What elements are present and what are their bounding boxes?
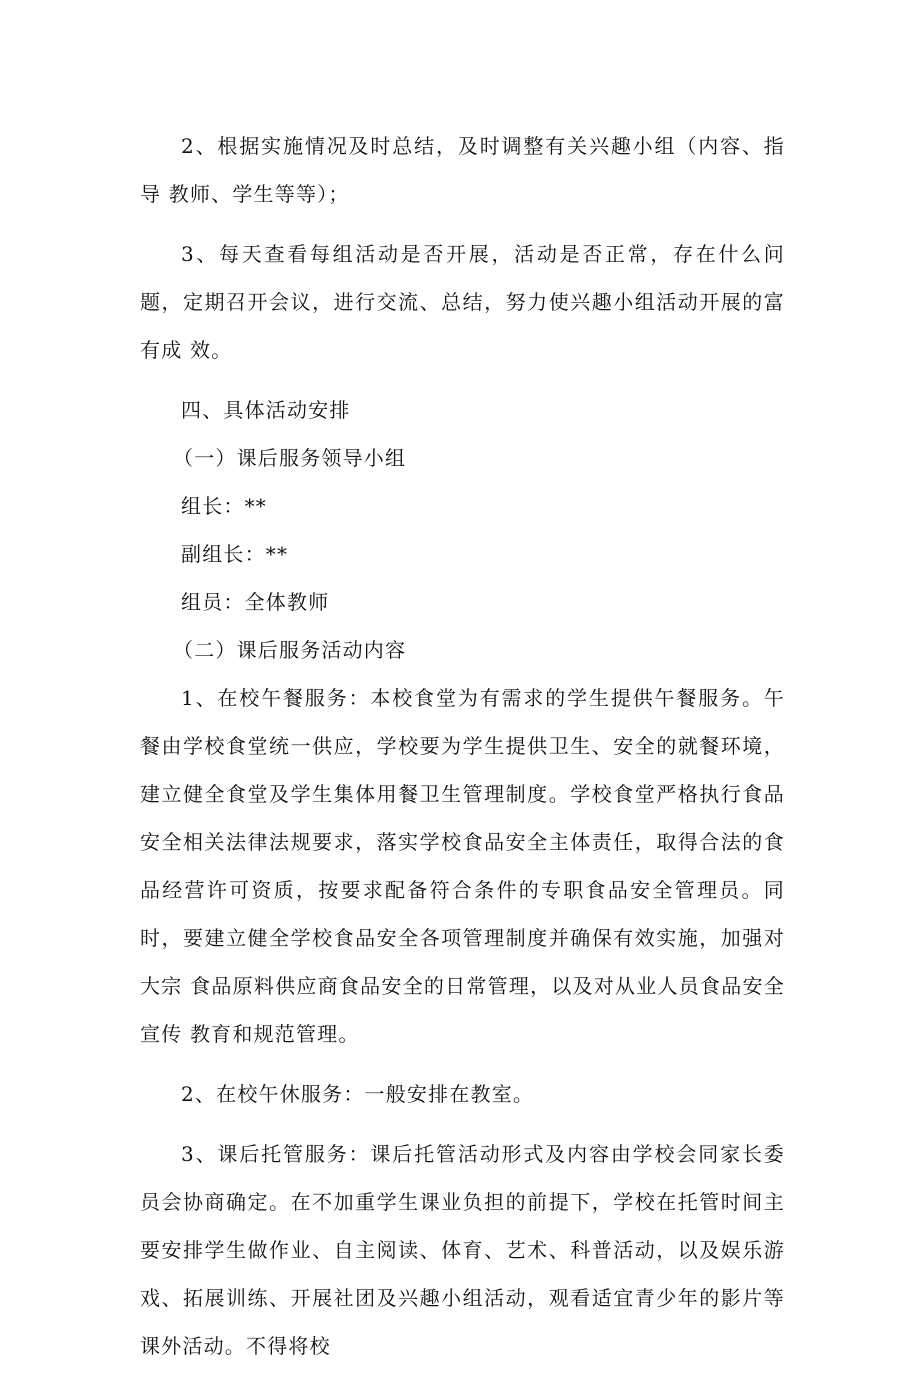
paragraph-after-school-care: 3、课后托管服务：课后托管活动形式及内容由学校会同家长委 员会协商确定。在不加重学生课业负担的前提下，学校在托管时间主 要安排学生做作业、自主阅读、体育、艺术、科普活动，以及娱乐游 戏、拓展训练、开展社团及兴趣小组活动，观看适宜青少年的影片等 课外活动。不得将校 xyxy=(140,1142,785,1358)
subheading-activity-content: （二）课后服务活动内容 xyxy=(173,638,407,662)
paragraph-lunch-service: 1、在校午餐服务：本校食堂为有需求的学生提供午餐服务。午 餐由学校食堂统一供应，学校要为学生提供卫生、安全的就餐环境， 建立健全食堂及学生集体用餐卫生管理制度。学校食堂严格执行食品 安全相关法律法规要求，落实学校食品安全主体责任，取得合法的食 品经营许可资质，按要求配备符合条件的专职食品安全管理员。同时，要建立健全学校食品安全各项管理制度并确保有效实施，加强对大宗 食品原料供应商食品安全的日常管理，以及对从业人员食品安全宣传 教育和规范管理。 xyxy=(140,686,785,1046)
paragraph-summary: 2、根据实施情况及时总结，及时调整有关兴趣小组（内容、指导 教师、学生等等）； xyxy=(140,134,785,206)
vice-leader-line: 副组长：** xyxy=(181,542,289,566)
paragraph-daily-check: 3、每天查看每组活动是否开展，活动是否正常，存在什么问题，定期召开会议，进行交流、总结，努力使兴趣小组活动开展的富有成 效。 xyxy=(140,242,785,362)
group-leader-line: 组长：** xyxy=(181,494,267,518)
document-body xyxy=(140,122,785,1382)
paragraph-nap-service: 2、在校午休服务：一般安排在教室。 xyxy=(181,1082,535,1106)
members-line: 组员：全体教师 xyxy=(181,590,330,614)
subheading-leadership-group: （一）课后服务领导小组 xyxy=(173,446,407,470)
section-heading-activity-arrangement: 四、具体活动安排 xyxy=(181,398,351,422)
